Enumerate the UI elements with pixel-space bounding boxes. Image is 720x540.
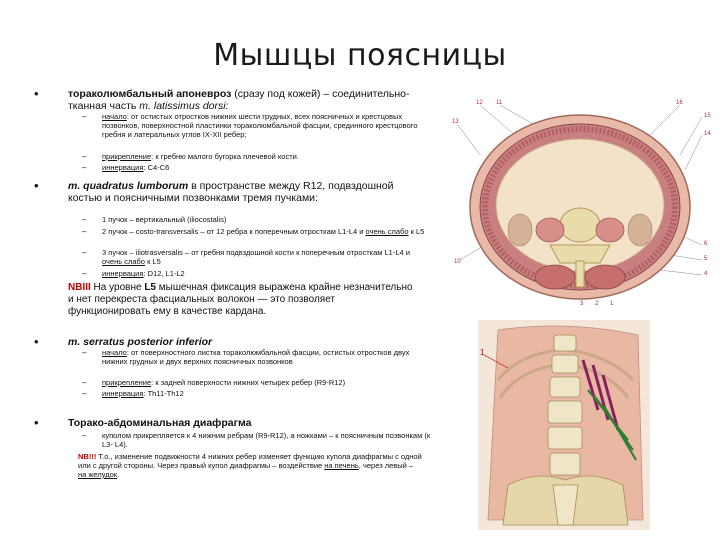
heading-text: в пространстве между R12, подвздошной костью и поясничными позвонками тремя пучками: — [68, 180, 394, 204]
dash-marker: – — [82, 112, 87, 121]
sub-item: 2 пучок – costo-transversalis – от 12 ребра к поперечным отросткам L1-L4 и очень слабо к L5 — [102, 227, 425, 236]
sub-item: 1 пучок – вертикальный (iliocostalis) — [102, 215, 227, 224]
dash-marker: – — [82, 431, 87, 440]
latin-term: m. quadratus lumborum — [68, 180, 189, 192]
figure-label: 4 — [704, 271, 708, 277]
sub-item: прикрепление: к гребню малого бугорка плечевой кости. — [102, 152, 299, 161]
posterior-lumbar-figure — [478, 320, 650, 530]
bullet-marker: • — [34, 178, 39, 193]
dash-marker: – — [82, 152, 87, 161]
figure-label: 12 — [476, 100, 483, 106]
figure-label: 3 — [580, 301, 584, 307]
bullet-4-heading: Торако-абдоминальная диафрагма — [68, 417, 252, 429]
dash-marker: – — [82, 248, 87, 257]
sub-item: иннервация: С4-С6 — [102, 163, 170, 172]
figure-label: 5 — [704, 256, 708, 262]
figure-label: 1 — [610, 301, 614, 307]
sub-item: начало: от остистых отростков нижних шести грудных, всех поясничных и крестцовых позвонков, поверхностной пластинки тораколюмбальной фасции, срединного крестцового гребня и латеральных углов IX-XII ребер; — [102, 112, 418, 139]
latin-term: m. latissimus dorsi: — [139, 100, 229, 112]
heading-text: (сразу под кожей) – соединительно-тканная часть — [68, 88, 410, 112]
term: тораколюмбальный апоневроз — [68, 88, 232, 100]
figure-label: 2 — [595, 301, 599, 307]
figure-label: 11 — [496, 100, 503, 106]
sub-item: куполом прикрепляется к 4 нижним ребрам (R9-R12), а ножками – к поясничным позвонкам (к L3- L4). — [102, 431, 431, 449]
figure-label: 14 — [704, 131, 711, 137]
sub-item: иннервация: D12, L1-L2 — [102, 269, 185, 278]
nb-note: NBIII На уровне L5 мышечная фиксация выражена крайне незначительно и нет перекреста фасциальных волокон — это позволяет функционировать ему в качестве кардана. — [68, 282, 413, 317]
sub-item: начало: от поверхностного листка тораколюмбальной фасции, остистых отростков двух нижних грудных и двух верхних поясничных позвонков — [102, 348, 410, 366]
sub-item: иннервация: Th11-Th12 — [102, 389, 184, 398]
bullet-1-heading — [68, 88, 448, 112]
dash-marker: – — [82, 378, 87, 387]
figure-label: 10 — [454, 259, 461, 265]
figure-label: 6 — [704, 241, 708, 247]
bullet-marker: • — [34, 334, 39, 349]
dash-marker: – — [82, 269, 87, 278]
dash-marker: – — [82, 389, 87, 398]
slide-title: Мышцы поясницы — [213, 38, 507, 73]
cross-section-figure — [440, 95, 720, 310]
figure-label: 1 — [480, 348, 485, 357]
nb-note: NB!!! Т.о., изменение подвижности 4 нижних ребер изменяет функцию купола диафрагмы с одной или с другой стороны. Через правый купол диафрагмы – воздействие на печень, через левый – на желудок. — [78, 452, 422, 479]
figure-label: 16 — [676, 100, 683, 106]
sub-item: 3 пучок – iliotrasversalis – от гребня подвздошной кости к поперечным отросткам L1-L4 и очень слабо к L5 — [102, 248, 410, 266]
bullet-marker: • — [34, 415, 39, 430]
sub-item: прикрепление: к задней поверхности нижних четырех ребер (R9-R12) — [102, 378, 346, 387]
dash-marker: – — [82, 227, 87, 236]
dash-marker: – — [82, 163, 87, 172]
bullet-2-heading — [68, 180, 398, 204]
figure-label: 15 — [704, 113, 711, 119]
dash-marker: – — [82, 348, 87, 357]
figure-label: 13 — [452, 119, 459, 125]
bullet-3-heading: m. serratus posterior inferior — [68, 336, 213, 348]
dash-marker: – — [82, 215, 87, 224]
bullet-marker: • — [34, 86, 39, 101]
nb-marker: NBIII — [68, 282, 91, 293]
